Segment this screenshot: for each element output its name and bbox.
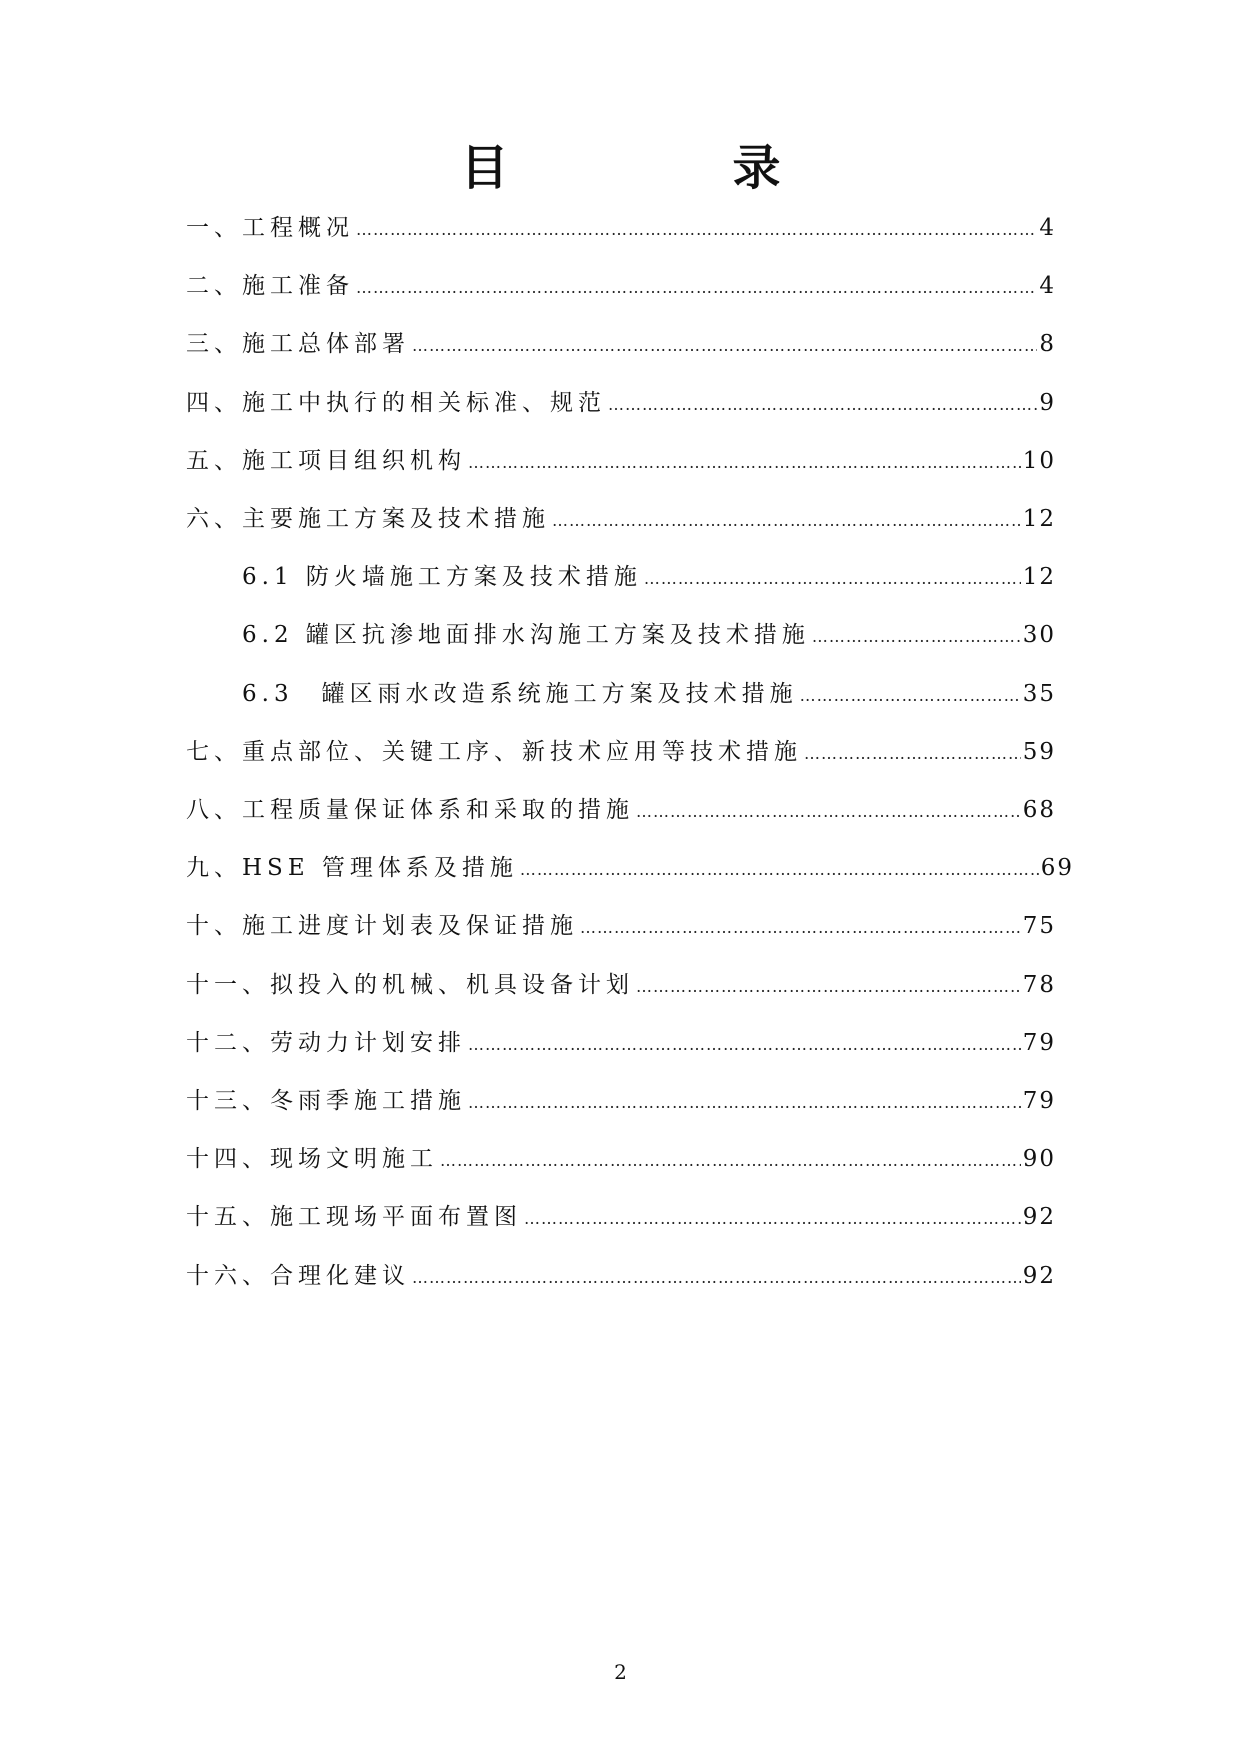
toc-entry[interactable] bbox=[186, 266, 1056, 306]
toc-dot-leader bbox=[524, 1199, 1021, 1239]
toc-title: 目 录 bbox=[460, 140, 869, 196]
toc-entry[interactable] bbox=[186, 1139, 1056, 1179]
toc-subentry[interactable] bbox=[242, 615, 1056, 655]
toc-entry[interactable] bbox=[186, 965, 1056, 1005]
toc-entry-label: 十、施工进度计划表及保证措施 bbox=[186, 913, 578, 940]
toc-entry-label: 6.1 防火墙施工方案及技术措施 bbox=[242, 564, 642, 591]
toc-dot-leader bbox=[580, 908, 1021, 948]
toc-entry[interactable] bbox=[186, 1023, 1056, 1063]
page-number: 2 bbox=[614, 1660, 627, 1684]
toc-dot-leader bbox=[412, 326, 1037, 366]
toc-entry-page-number: 78 bbox=[1022, 971, 1056, 998]
toc-dot-leader bbox=[520, 850, 1039, 890]
toc-entry-page-number: 35 bbox=[1022, 680, 1056, 707]
toc-dot-leader bbox=[468, 1083, 1021, 1123]
toc-entry-page-number: 9 bbox=[1039, 389, 1056, 416]
toc-entry-label: 6.2 罐区抗渗地面排水沟施工方案及技术措施 bbox=[242, 622, 810, 649]
toc-dot-leader bbox=[440, 1141, 1021, 1181]
toc-subentry[interactable] bbox=[242, 674, 1056, 714]
toc-entry[interactable] bbox=[186, 499, 1056, 539]
toc-dot-leader bbox=[412, 1258, 1021, 1298]
toc-entry-page-number: 10 bbox=[1022, 447, 1056, 474]
toc-entry[interactable] bbox=[186, 324, 1056, 364]
toc-subentry[interactable] bbox=[242, 557, 1056, 597]
toc-entry[interactable] bbox=[186, 1197, 1056, 1237]
toc-entry[interactable] bbox=[186, 732, 1056, 772]
toc-entry[interactable] bbox=[186, 208, 1056, 248]
toc-entry-page-number: 69 bbox=[1040, 855, 1074, 882]
toc-entry-page-number: 79 bbox=[1022, 1029, 1056, 1056]
toc-entry[interactable] bbox=[186, 441, 1056, 481]
toc-entry-page-number: 12 bbox=[1022, 564, 1056, 591]
toc-dot-leader bbox=[356, 268, 1037, 308]
toc-entry-label: 一、工程概况 bbox=[186, 215, 354, 241]
toc-entry-label: 九、HSE 管理体系及措施 bbox=[186, 855, 518, 882]
toc-dot-leader bbox=[804, 734, 1021, 774]
toc-entry-label: 十二、劳动力计划安排 bbox=[186, 1029, 466, 1056]
toc-entry-label: 十五、施工现场平面布置图 bbox=[186, 1204, 522, 1231]
toc-entry-label: 6.3 罐区雨水改造系统施工方案及技术措施 bbox=[242, 680, 798, 707]
toc-entry-label: 六、主要施工方案及技术措施 bbox=[186, 506, 550, 532]
toc-entry-page-number: 8 bbox=[1039, 331, 1056, 358]
toc-entry[interactable] bbox=[186, 1256, 1056, 1296]
toc-entry-label: 三、施工总体部署 bbox=[186, 331, 410, 358]
toc-entry-page-number: 68 bbox=[1022, 797, 1056, 823]
toc-dot-leader bbox=[812, 617, 1021, 657]
toc-dot-leader bbox=[800, 676, 1021, 716]
toc-dot-leader bbox=[608, 385, 1037, 425]
toc-entry-label: 十四、现场文明施工 bbox=[186, 1146, 438, 1173]
toc-entry-page-number: 59 bbox=[1022, 738, 1056, 765]
toc-dot-leader bbox=[644, 559, 1021, 599]
toc-entry-label: 八、工程质量保证体系和采取的措施 bbox=[186, 797, 634, 823]
toc-entry[interactable] bbox=[186, 848, 1074, 888]
toc-entry-page-number: 92 bbox=[1022, 1262, 1056, 1289]
toc-dot-leader bbox=[468, 443, 1021, 483]
toc-entry-page-number: 4 bbox=[1039, 273, 1056, 300]
toc-entry-page-number: 12 bbox=[1022, 506, 1056, 532]
toc-entry[interactable] bbox=[186, 1081, 1056, 1121]
toc-entry-label: 十三、冬雨季施工措施 bbox=[186, 1088, 466, 1114]
toc-dot-leader bbox=[636, 792, 1021, 832]
toc-dot-leader bbox=[552, 501, 1021, 541]
toc-entry-page-number: 4 bbox=[1039, 215, 1056, 241]
toc-entry-label: 五、施工项目组织机构 bbox=[186, 447, 466, 474]
toc-entry-page-number: 92 bbox=[1022, 1204, 1056, 1231]
toc-entry[interactable] bbox=[186, 790, 1056, 830]
toc-entry-label: 二、施工准备 bbox=[186, 273, 354, 300]
toc-entry-page-number: 90 bbox=[1022, 1146, 1056, 1173]
toc-entry-page-number: 75 bbox=[1022, 913, 1056, 940]
toc-entry-page-number: 30 bbox=[1022, 622, 1056, 649]
toc-entry-label: 四、施工中执行的相关标准、规范 bbox=[186, 389, 606, 416]
toc-dot-leader bbox=[356, 210, 1037, 250]
toc-entry-label: 七、重点部位、关键工序、新技术应用等技术措施 bbox=[186, 738, 802, 765]
toc-entry-label: 十六、合理化建议 bbox=[186, 1262, 410, 1289]
toc-entry[interactable] bbox=[186, 906, 1056, 946]
toc-dot-leader bbox=[468, 1025, 1021, 1065]
toc-entry[interactable] bbox=[186, 383, 1056, 423]
toc-entry-label: 十一、拟投入的机械、机具设备计划 bbox=[186, 971, 634, 998]
toc-dot-leader bbox=[636, 967, 1021, 1007]
toc-entry-page-number: 79 bbox=[1022, 1088, 1056, 1114]
